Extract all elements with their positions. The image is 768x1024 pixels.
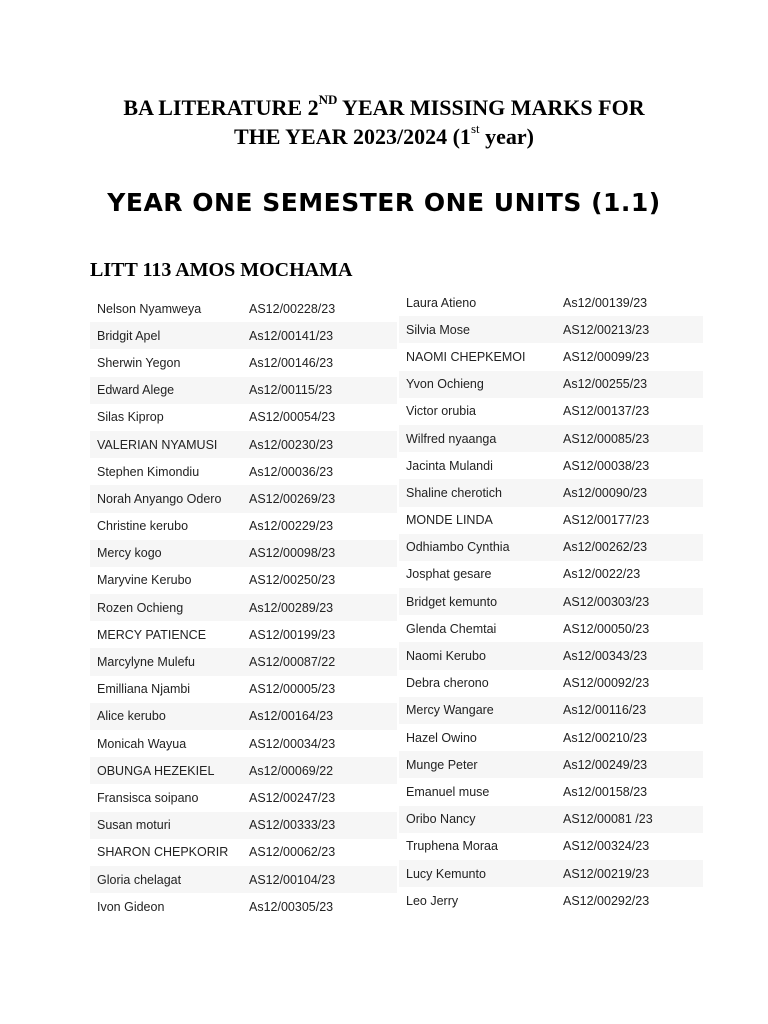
registration-number: As12/00305/23 xyxy=(249,899,334,914)
student-row xyxy=(399,561,703,588)
student-row xyxy=(399,425,703,452)
registration-number: As12/00141/23 xyxy=(242,322,397,349)
student-row xyxy=(90,567,397,594)
student-name: Mercy Wangare xyxy=(399,697,556,724)
student-name: Gloria chelagat xyxy=(90,866,242,893)
registration-number: AS12/00324/23 xyxy=(563,839,650,854)
student-row xyxy=(399,670,703,697)
student-row xyxy=(90,377,397,404)
registration-number: AS12/00333/23 xyxy=(242,812,397,839)
student-name: Shaline cherotich xyxy=(399,479,556,506)
registration-number: AS12/00034/23 xyxy=(249,736,336,751)
registration-number: AS12/00303/23 xyxy=(556,588,703,615)
student-name: Emanuel muse xyxy=(406,784,490,799)
student-row xyxy=(399,887,703,914)
student-name: Debra cherono xyxy=(406,676,489,691)
student-name: MONDE LINDA xyxy=(406,513,493,528)
student-row xyxy=(399,507,703,534)
student-name: Nelson Nyamweya xyxy=(97,301,202,316)
registration-number: AS12/00038/23 xyxy=(563,458,650,473)
registration-number: AS12/00098/23 xyxy=(242,540,397,567)
registration-number: As12/00210/23 xyxy=(563,730,648,745)
student-row xyxy=(399,724,703,751)
registration-number: AS12/00137/23 xyxy=(563,404,650,419)
title-line-2-prefix: THE YEAR 2023/2024 (1 xyxy=(234,124,471,149)
registration-number: AS12/00005/23 xyxy=(249,682,336,697)
student-row xyxy=(399,534,703,561)
registration-number: AS12/00099/23 xyxy=(563,349,650,364)
student-row xyxy=(90,784,397,811)
student-row xyxy=(90,322,397,349)
student-row xyxy=(90,676,397,703)
registration-number: As12/00146/23 xyxy=(249,355,334,370)
registration-number: AS12/00250/23 xyxy=(249,573,336,588)
student-row xyxy=(90,458,397,485)
unit-label: LITT 113 AMOS MOCHAMA xyxy=(90,259,353,281)
student-row xyxy=(90,349,397,376)
title-line-1-suffix: YEAR MISSING MARKS FOR xyxy=(337,95,645,120)
registration-number: As12/00158/23 xyxy=(563,784,648,799)
student-row xyxy=(90,540,397,567)
registration-number: AS12/00092/23 xyxy=(563,676,650,691)
student-row xyxy=(90,866,397,893)
student-name: Hazel Owino xyxy=(406,730,477,745)
registration-number: As12/00139/23 xyxy=(563,295,648,310)
registration-number: AS12/00062/23 xyxy=(249,845,336,860)
student-name: Truphena Moraa xyxy=(406,839,498,854)
student-name: Naomi Kerubo xyxy=(399,642,556,669)
title-line-1-prefix: BA LITERATURE 2 xyxy=(123,95,319,120)
student-name: Victor orubia xyxy=(406,404,476,419)
student-name: Lucy Kemunto xyxy=(399,860,556,887)
student-row xyxy=(90,648,397,675)
student-row xyxy=(399,751,703,778)
student-row xyxy=(399,615,703,642)
left-students-table xyxy=(90,295,397,920)
student-name: Christine kerubo xyxy=(97,519,189,534)
student-name: Glenda Chemtai xyxy=(406,621,497,636)
registration-number: As12/00036/23 xyxy=(249,464,334,479)
registration-number: As12/00255/23 xyxy=(556,371,703,398)
student-name: Oribo Nancy xyxy=(399,806,556,833)
registration-number: AS12/00104/23 xyxy=(242,866,397,893)
title-line-1-superscript: ND xyxy=(318,91,338,107)
student-name: Ivon Gideon xyxy=(97,899,165,914)
student-row xyxy=(90,893,397,920)
student-row xyxy=(399,289,703,316)
student-name: VALERIAN NYAMUSI xyxy=(90,431,242,458)
student-row xyxy=(399,398,703,425)
registration-number: As12/00262/23 xyxy=(556,534,703,561)
registration-number: AS12/00213/23 xyxy=(556,316,703,343)
registration-number: AS12/00177/23 xyxy=(563,513,650,528)
student-name: Fransisca soipano xyxy=(97,790,199,805)
section-heading: YEAR ONE SEMESTER ONE UNITS (1.1) xyxy=(107,188,661,217)
student-name: Sherwin Yegon xyxy=(97,355,181,370)
student-row xyxy=(399,697,703,724)
student-name: MERCY PATIENCE xyxy=(97,627,207,642)
registration-number: AS12/00199/23 xyxy=(249,627,336,642)
student-name: Monicah Wayua xyxy=(97,736,187,751)
student-name: Wilfred nyaanga xyxy=(399,425,556,452)
title-line-2-superscript: st xyxy=(470,120,480,136)
registration-number: As12/00343/23 xyxy=(556,642,703,669)
registration-number: As12/00289/23 xyxy=(242,594,397,621)
student-name: Rozen Ochieng xyxy=(90,594,242,621)
right-students-table xyxy=(399,289,703,914)
student-name: NAOMI CHEPKEMOI xyxy=(406,349,526,364)
document-title-line-2 xyxy=(0,122,768,151)
student-name: Susan moturi xyxy=(90,812,242,839)
student-name: Josphat gesare xyxy=(406,567,492,582)
registration-number: AS12/00050/23 xyxy=(563,621,650,636)
student-row xyxy=(399,343,703,370)
registration-number: AS12/00054/23 xyxy=(249,410,336,425)
student-name: Norah Anyango Odero xyxy=(90,485,242,512)
registration-number: AS12/00269/23 xyxy=(242,485,397,512)
student-row xyxy=(90,431,397,458)
registration-number: AS12/00085/23 xyxy=(556,425,703,452)
registration-number: As12/00115/23 xyxy=(242,377,397,404)
student-name: Laura Atieno xyxy=(406,295,477,310)
student-row xyxy=(90,485,397,512)
registration-number: As12/00230/23 xyxy=(242,431,397,458)
student-row xyxy=(90,730,397,757)
student-name: OBUNGA HEZEKIEL xyxy=(90,757,242,784)
student-row xyxy=(90,703,397,730)
student-name: Marcylyne Mulefu xyxy=(90,648,242,675)
student-row xyxy=(399,452,703,479)
student-row xyxy=(90,621,397,648)
registration-number: As12/00069/22 xyxy=(242,757,397,784)
student-name: Silas Kiprop xyxy=(97,410,164,425)
registration-number: AS12/00087/22 xyxy=(242,648,397,675)
student-row xyxy=(399,642,703,669)
student-row xyxy=(90,594,397,621)
student-row xyxy=(399,778,703,805)
student-row xyxy=(399,860,703,887)
student-name: Maryvine Kerubo xyxy=(97,573,192,588)
student-row xyxy=(90,839,397,866)
registration-number: AS12/00292/23 xyxy=(563,893,650,908)
student-row xyxy=(90,812,397,839)
registration-number: As12/00229/23 xyxy=(249,519,334,534)
student-row xyxy=(90,295,397,322)
student-name: Bridget kemunto xyxy=(399,588,556,615)
registration-number: As12/00090/23 xyxy=(556,479,703,506)
student-name: Alice kerubo xyxy=(90,703,242,730)
student-name: Edward Alege xyxy=(90,377,242,404)
document-title-line-1 xyxy=(0,93,768,122)
registration-number: As12/00116/23 xyxy=(556,697,703,724)
student-row xyxy=(90,513,397,540)
student-name: Jacinta Mulandi xyxy=(406,458,493,473)
student-row xyxy=(399,479,703,506)
registration-number: As12/00164/23 xyxy=(242,703,397,730)
student-name: Mercy kogo xyxy=(90,540,242,567)
student-name: Odhiambo Cynthia xyxy=(399,534,556,561)
registration-number: As12/0022/23 xyxy=(563,567,641,582)
student-row xyxy=(90,757,397,784)
student-name: Yvon Ochieng xyxy=(399,371,556,398)
student-row xyxy=(399,588,703,615)
student-row xyxy=(90,404,397,431)
registration-number: AS12/00081 /23 xyxy=(556,806,703,833)
student-name: Emilliana Njambi xyxy=(97,682,191,697)
student-name: Bridgit Apel xyxy=(90,322,242,349)
student-name: Stephen Kimondiu xyxy=(97,464,200,479)
student-row xyxy=(399,316,703,343)
student-row xyxy=(399,371,703,398)
registration-number: AS12/00247/23 xyxy=(249,790,336,805)
registration-number: As12/00249/23 xyxy=(556,751,703,778)
registration-number: AS12/00228/23 xyxy=(249,301,336,316)
student-name: Munge Peter xyxy=(399,751,556,778)
student-row xyxy=(399,806,703,833)
student-name: Silvia Mose xyxy=(399,316,556,343)
student-name: Leo Jerry xyxy=(406,893,459,908)
student-name: SHARON CHEPKORIR xyxy=(97,845,229,860)
student-row xyxy=(399,833,703,860)
title-line-2-suffix: year) xyxy=(479,124,534,149)
registration-number: AS12/00219/23 xyxy=(556,860,703,887)
